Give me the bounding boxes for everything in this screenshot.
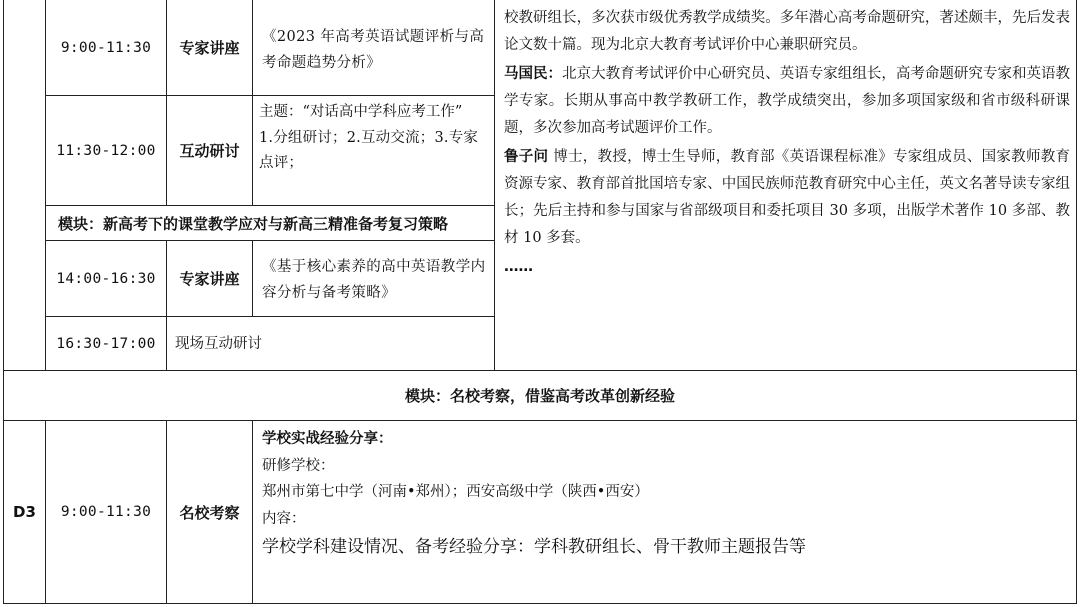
module-heading: 模块：名校考察，借鉴高考改革创新经验 [404,387,675,405]
section-heading: 学校实战经验分享： [262,431,393,447]
rule [252,420,253,604]
activity-line: 1.分组研讨；2.互动交流；3.专家点评； [259,129,479,171]
time-cell: 16:30-17:00 [56,335,156,352]
expert-intro [504,5,1070,281]
rule [494,0,495,371]
time-cell: 9:00-11:30 [60,39,152,56]
ellipsis: …… [504,259,533,275]
rule [3,603,1077,604]
module-heading: 模块：新高考下的课堂教学应对与新高三精准备考复习策略 [58,214,449,233]
session-content-cell: 《2023 年高考英语试题评析与高考命题趋势分析》 [262,29,485,71]
expert-bio: 北京大教育考试评价中心研究员、英语专家组组长，高考命题研究专家和英语教学专家。长期从事高中教学教研工作，教学成绩突出，参加多项国家级和省市级科研课题，多次参加高考试题评价工作。 [504,66,1071,136]
topic-line: 主题：“对话高中学科应考工作” [259,104,463,120]
expert-name: 鲁子问 [504,149,549,165]
session-content-cell: 现场互动研讨 [175,335,262,352]
session-type-cell: 专家讲座 [179,270,240,288]
expert-name: 马国民： [504,66,563,82]
expert-paragraph [504,61,1070,142]
expert-paragraph: 校教研组长，多次获市级优秀教学成绩奖。多年潜心高考命题研究，著述颇丰，先后发表论文数十篇。现为北京大教育考试评价中心兼职研究员。 [504,10,1070,53]
label: 研修学校： [262,457,335,474]
day-label: D3 [13,503,36,521]
time-cell: 9:00-11:30 [60,504,152,520]
rule [252,0,253,206]
session-content-cell [259,100,491,177]
visit-content: 学校学科建设情况、备考经验分享：学科教研组长、骨干教师主题报告等 [262,537,806,557]
expert-paragraph [504,144,1070,252]
time-cell: 11:30-12:00 [56,142,156,159]
session-type-cell: 专家讲座 [179,39,240,57]
session-content-cell: 《基于核心素养的高中英语教学内容分析与备考策略》 [262,258,486,301]
school-visit-detail [262,426,1072,561]
rule [1076,0,1077,604]
expert-bio: 博士，教授，博士生导师，教育部《英语课程标准》专家组成员、国家教师教育资源专家、教育部首批国培专家、中国民族师范教育研究中心主任，英文名著导读专家组长；先后主持和参与国家与省部级项目和委托项目 30 多项，出版学术著作 10 多部、教材 10 多套。 [504,149,1071,246]
session-type-cell: 互动研讨 [179,142,240,160]
session-type-cell: 名校考察 [179,503,240,522]
label: 内容： [262,510,306,527]
rule [252,240,253,317]
time-cell: 14:00-16:30 [56,270,156,287]
school-list: 郑州市第七中学（河南•郑州）；西安高级中学（陕西•西安） [262,484,649,500]
